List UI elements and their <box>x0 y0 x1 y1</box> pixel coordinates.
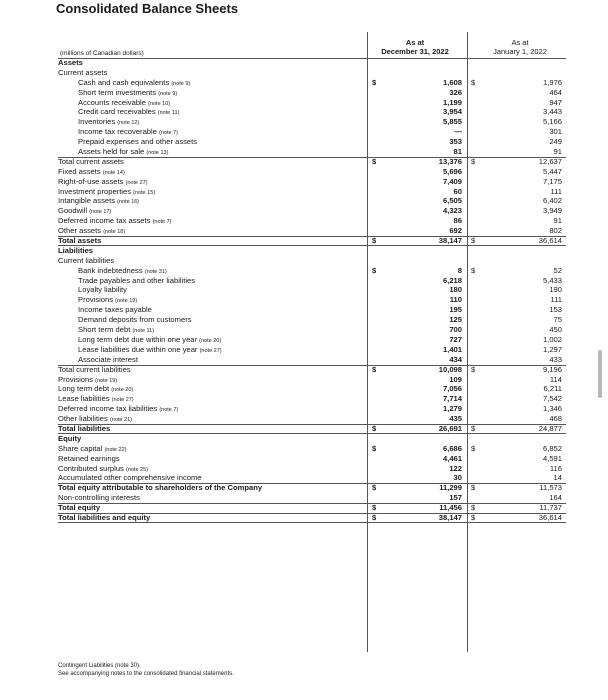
table-row <box>58 345 566 355</box>
row-label-text: Long term debt <box>58 384 110 394</box>
row-note-reference: (note 19) <box>115 298 138 305</box>
value-prior: 12,637 <box>538 156 562 166</box>
value-current: 122 <box>449 463 462 473</box>
row-label-text: Investment properties <box>58 186 132 196</box>
value-prior: 464 <box>549 87 562 97</box>
row-label-text: Non-controlling interests <box>58 493 140 503</box>
row-label-text: Demand deposits from customers <box>78 315 192 325</box>
row-note-reference: (note 31) <box>144 268 167 275</box>
row-label-text: Goodwill <box>58 206 88 216</box>
value-current: 434 <box>449 354 462 364</box>
value-prior: 36,614 <box>538 236 562 246</box>
value-prior: 3,949 <box>542 206 562 216</box>
value-prior: 6,402 <box>542 196 562 206</box>
row-note-reference: (note 7) <box>152 219 172 226</box>
value-prior: 947 <box>549 97 562 107</box>
currency-sign-prior: $ <box>471 265 476 275</box>
row-label <box>58 424 110 434</box>
value-current: 5,696 <box>442 166 462 176</box>
currency-sign-current: $ <box>372 236 377 246</box>
row-note-reference: (note 27) <box>125 179 148 186</box>
row-label <box>58 503 100 513</box>
value-current: 3,954 <box>442 107 462 117</box>
currency-sign-prior: $ <box>471 156 476 166</box>
row-label-text: Provisions <box>78 295 114 305</box>
value-current: 125 <box>449 315 462 325</box>
header-prior-line1: As at <box>511 38 529 47</box>
row-note-reference: (note 27) <box>199 347 222 354</box>
table-row <box>58 147 566 157</box>
value-prior: 114 <box>549 374 562 384</box>
row-note-reference: (note 27) <box>111 397 134 404</box>
value-current: 6,686 <box>442 443 462 453</box>
row-label-text: Right-of-use assets <box>58 176 124 186</box>
balance-sheet-table <box>58 58 566 523</box>
table-row <box>58 335 566 345</box>
value-prior: 24,877 <box>538 423 562 433</box>
value-current: 7,409 <box>442 176 462 186</box>
table-row <box>58 167 566 177</box>
value-current: 1,199 <box>442 97 462 107</box>
row-label-text: Total equity <box>58 503 101 513</box>
row-label <box>78 285 127 295</box>
table-row <box>58 206 566 216</box>
row-label-text: Current liabilities <box>58 255 115 265</box>
row-label <box>58 157 124 167</box>
scrollbar[interactable] <box>598 350 602 398</box>
table-row <box>58 117 566 127</box>
value-prior: 450 <box>549 325 562 335</box>
row-label <box>58 513 150 523</box>
table-row <box>58 404 566 414</box>
value-prior: 190 <box>549 285 562 295</box>
row-label-text: Bank indebtedness <box>78 265 143 275</box>
value-current: 60 <box>453 186 462 196</box>
table-row <box>58 68 566 78</box>
currency-sign-current: $ <box>372 77 377 87</box>
table-row <box>58 444 566 454</box>
footnote-notes: See accompanying notes to the consolidated financial statements. <box>58 671 234 677</box>
value-prior: 14 <box>553 473 562 483</box>
row-label-text: Income taxes payable <box>78 305 152 315</box>
row-label-text: Intangible assets <box>58 196 115 206</box>
row-label-text: Total equity attributable to shareholders of the Company <box>58 483 263 493</box>
value-prior: 7,175 <box>542 176 562 186</box>
value-prior: 52 <box>553 265 562 275</box>
row-label-text: Total current assets <box>58 156 124 166</box>
table-row <box>58 196 566 206</box>
row-note-reference: (note 21) <box>109 417 132 424</box>
table-row <box>58 107 566 117</box>
value-current: 38,147 <box>438 512 462 522</box>
table-row <box>58 98 566 108</box>
table-row <box>58 513 566 523</box>
row-label-text: Provisions <box>58 374 94 384</box>
row-note-reference: (note 17) <box>89 209 112 216</box>
row-note-reference: (note 10) <box>148 100 171 107</box>
value-current: 6,218 <box>442 275 462 285</box>
value-current: 195 <box>449 305 462 315</box>
currency-sign-current: $ <box>372 443 377 453</box>
value-prior: 468 <box>549 414 562 424</box>
table-row <box>58 473 566 483</box>
row-label <box>58 454 120 464</box>
row-label <box>58 58 83 68</box>
row-note-reference: (note 11) <box>132 328 155 335</box>
row-note-reference: (note 20) <box>111 387 134 394</box>
footnote-contingent: Contingent Liabilities (note 30). <box>58 663 141 669</box>
value-prior: 111 <box>550 295 562 305</box>
value-prior: 5,433 <box>542 275 562 285</box>
row-note-reference: (note 11) <box>157 110 180 117</box>
value-current: 157 <box>449 493 462 503</box>
row-label-text: Other assets <box>58 226 102 236</box>
value-current: 692 <box>449 226 462 236</box>
value-prior: 111 <box>550 186 562 196</box>
table-row <box>58 394 566 404</box>
units-label: (millions of Canadian dollars) <box>60 50 144 57</box>
row-label-text: Share capital <box>58 443 103 453</box>
row-label-text: Accumulated other comprehensive income <box>58 473 202 483</box>
value-current: 5,855 <box>442 117 462 127</box>
value-prior: 1,297 <box>542 344 562 354</box>
value-current: 30 <box>453 473 462 483</box>
value-prior: 4,591 <box>542 453 562 463</box>
value-current: 1,608 <box>442 77 462 87</box>
value-prior: 249 <box>549 137 562 147</box>
row-label-text: Long term debt due within one year <box>78 334 198 344</box>
row-label <box>58 365 131 375</box>
value-prior: 11,737 <box>539 503 562 513</box>
row-label-text: Prepaid expenses and other assets <box>78 137 198 147</box>
row-note-reference: (note 14) <box>102 169 125 176</box>
table-row <box>58 434 566 444</box>
value-current: 1,279 <box>442 404 462 414</box>
row-label <box>58 236 101 246</box>
row-label-text: Total liabilities <box>58 423 111 433</box>
value-prior: 116 <box>549 463 562 473</box>
table-row <box>58 226 566 236</box>
value-current: 110 <box>449 295 462 305</box>
currency-sign-current: $ <box>372 512 377 522</box>
row-label-text: Trade payables and other liabilities <box>78 275 196 285</box>
table-row <box>58 127 566 137</box>
value-current: 7,714 <box>442 394 462 404</box>
table-row <box>58 315 566 325</box>
row-label-text: Short term investments <box>78 87 157 97</box>
row-label <box>58 483 262 493</box>
row-label-text: Lease liabilities <box>58 394 110 404</box>
row-label-text: Associate interest <box>78 354 138 364</box>
currency-sign-current: $ <box>372 265 377 275</box>
header-prior-period <box>478 38 562 56</box>
table-row <box>58 384 566 394</box>
value-current: — <box>454 127 462 137</box>
row-label-text: Liabilities <box>58 245 94 255</box>
value-current: 353 <box>449 137 462 147</box>
value-current: 26,691 <box>438 423 462 433</box>
value-prior: 6,211 <box>543 384 562 394</box>
table-row <box>58 424 566 434</box>
row-label-text: Total liabilities and equity <box>58 512 151 522</box>
value-current: 81 <box>453 147 462 157</box>
row-label-text: Assets held for sale <box>78 147 145 157</box>
value-prior: 75 <box>553 315 562 325</box>
table-row <box>58 414 566 424</box>
table-row <box>58 483 566 493</box>
value-current: 10,098 <box>438 364 462 374</box>
currency-sign-prior: $ <box>471 364 476 374</box>
row-label-text: Retained earnings <box>58 453 120 463</box>
table-row <box>58 325 566 335</box>
value-prior: 3,443 <box>542 107 562 117</box>
row-note-reference: (note 25) <box>125 466 148 473</box>
row-label-text: Other liabilities <box>58 414 108 424</box>
row-label <box>78 276 195 286</box>
currency-sign-prior: $ <box>471 512 476 522</box>
row-label-text: Inventories <box>78 117 116 127</box>
value-current: 109 <box>449 374 462 384</box>
value-prior: 36,614 <box>538 512 562 522</box>
value-prior: 6,852 <box>542 443 562 453</box>
row-note-reference: (note 9) <box>158 90 178 97</box>
row-label-text: Deferred income tax liabilities <box>58 404 158 414</box>
table-row <box>58 187 566 197</box>
currency-sign-current: $ <box>372 156 377 166</box>
currency-sign-prior: $ <box>471 443 476 453</box>
row-note-reference: (note 22) <box>104 446 127 453</box>
value-prior: 11,573 <box>539 483 562 493</box>
value-current: 326 <box>449 87 462 97</box>
currency-sign-current: $ <box>372 503 377 513</box>
row-note-reference: (note 7) <box>159 130 179 137</box>
value-current: 700 <box>449 325 462 335</box>
table-row <box>58 157 566 167</box>
row-label-text: Income tax recoverable <box>78 127 157 137</box>
table-row <box>58 503 566 513</box>
currency-sign-prior: $ <box>471 423 476 433</box>
row-label-text: Contributed surplus <box>58 463 124 473</box>
row-label <box>78 355 138 365</box>
value-prior: 301 <box>549 127 562 137</box>
table-row <box>58 295 566 305</box>
table-row <box>58 375 566 385</box>
table-row <box>58 236 566 246</box>
row-label-text: Assets <box>58 58 83 67</box>
row-label-text: Cash and cash equivalents <box>78 77 170 87</box>
row-note-reference: (note 9) <box>171 80 191 87</box>
row-note-reference: (note 19) <box>95 377 118 384</box>
value-prior: 7,542 <box>542 394 562 404</box>
table-row <box>58 355 566 365</box>
table-row <box>58 78 566 88</box>
header-current-line2: December 31, 2022 <box>381 47 449 56</box>
header-current-period <box>372 38 458 56</box>
table-row <box>58 464 566 474</box>
row-label-text: Lease liabilities due within one year <box>78 344 198 354</box>
currency-sign-current: $ <box>372 423 377 433</box>
row-note-reference: (note 20) <box>199 337 222 344</box>
value-current: 1,401 <box>442 344 462 354</box>
header-prior-line2: January 1, 2022 <box>493 47 547 56</box>
table-row <box>58 58 566 68</box>
table-row <box>58 365 566 375</box>
value-prior: 153 <box>549 305 562 315</box>
row-label <box>58 246 93 256</box>
value-current: 4,323 <box>442 206 462 216</box>
value-current: 38,147 <box>438 236 462 246</box>
header-current-line1: As at <box>405 38 425 47</box>
table-row <box>58 177 566 187</box>
value-prior: 433 <box>549 354 562 364</box>
row-note-reference: (note 12) <box>117 120 140 127</box>
row-label <box>58 68 107 78</box>
row-label-text: Equity <box>58 433 82 443</box>
value-prior: 5,166 <box>542 117 562 127</box>
value-current: 6,505 <box>442 196 462 206</box>
value-prior: 1,346 <box>542 404 562 414</box>
value-current: 180 <box>449 285 462 295</box>
value-current: 11,456 <box>439 503 462 513</box>
table-row <box>58 454 566 464</box>
value-current: 13,376 <box>438 156 462 166</box>
row-label-text: Deferred income tax assets <box>58 216 151 226</box>
currency-sign-prior: $ <box>471 503 476 513</box>
value-current: 7,056 <box>442 384 462 394</box>
value-prior: 802 <box>549 226 562 236</box>
value-prior: 1,976 <box>542 77 562 87</box>
row-label-text: Credit card receivables <box>78 107 156 117</box>
row-note-reference: (note 13) <box>146 150 169 157</box>
row-label <box>58 434 81 444</box>
row-label-text: Fixed assets <box>58 166 101 176</box>
value-current: 4,461 <box>442 453 462 463</box>
value-current: 435 <box>449 414 462 424</box>
row-label-text: Total current liabilities <box>58 364 131 374</box>
row-note-reference: (note 7) <box>159 407 179 414</box>
value-prior: 1,002 <box>542 334 562 344</box>
row-label-text: Current assets <box>58 67 108 77</box>
row-label <box>78 305 152 315</box>
value-prior: 9,196 <box>542 364 562 374</box>
footnotes <box>58 662 234 678</box>
currency-sign-current: $ <box>372 483 377 493</box>
value-current: 86 <box>453 216 462 226</box>
row-label-text: Loyalty liability <box>78 285 127 295</box>
currency-sign-prior: $ <box>471 236 476 246</box>
page-title: Consolidated Balance Sheets <box>56 1 239 16</box>
value-prior: 91 <box>553 147 562 157</box>
table-row <box>58 137 566 147</box>
value-prior: 5,447 <box>542 166 562 176</box>
row-label <box>78 137 197 147</box>
value-prior: 164 <box>549 493 562 503</box>
table-row <box>58 276 566 286</box>
currency-sign-prior: $ <box>471 483 476 493</box>
value-current: 11,299 <box>439 483 462 493</box>
value-current: 8 <box>457 265 462 275</box>
table-row <box>58 285 566 295</box>
value-current: 727 <box>449 334 462 344</box>
table-row <box>58 493 566 503</box>
currency-sign-prior: $ <box>471 77 476 87</box>
row-label <box>58 493 140 503</box>
table-row <box>58 88 566 98</box>
row-label <box>58 473 202 483</box>
currency-sign-current: $ <box>372 364 377 374</box>
table-row <box>58 305 566 315</box>
value-prior: 91 <box>553 216 562 226</box>
row-note-reference: (note 18) <box>103 229 126 236</box>
table-row <box>58 216 566 226</box>
table-row <box>58 266 566 276</box>
row-label-text: Total assets <box>58 236 102 246</box>
table-row <box>58 256 566 266</box>
row-label <box>58 256 114 266</box>
row-label-text: Short term debt <box>78 325 131 335</box>
row-note-reference: (note 15) <box>133 189 156 196</box>
row-label <box>78 315 192 325</box>
row-label-text: Accounts receivable <box>78 97 146 107</box>
table-row <box>58 246 566 256</box>
row-note-reference: (note 16) <box>117 199 140 206</box>
